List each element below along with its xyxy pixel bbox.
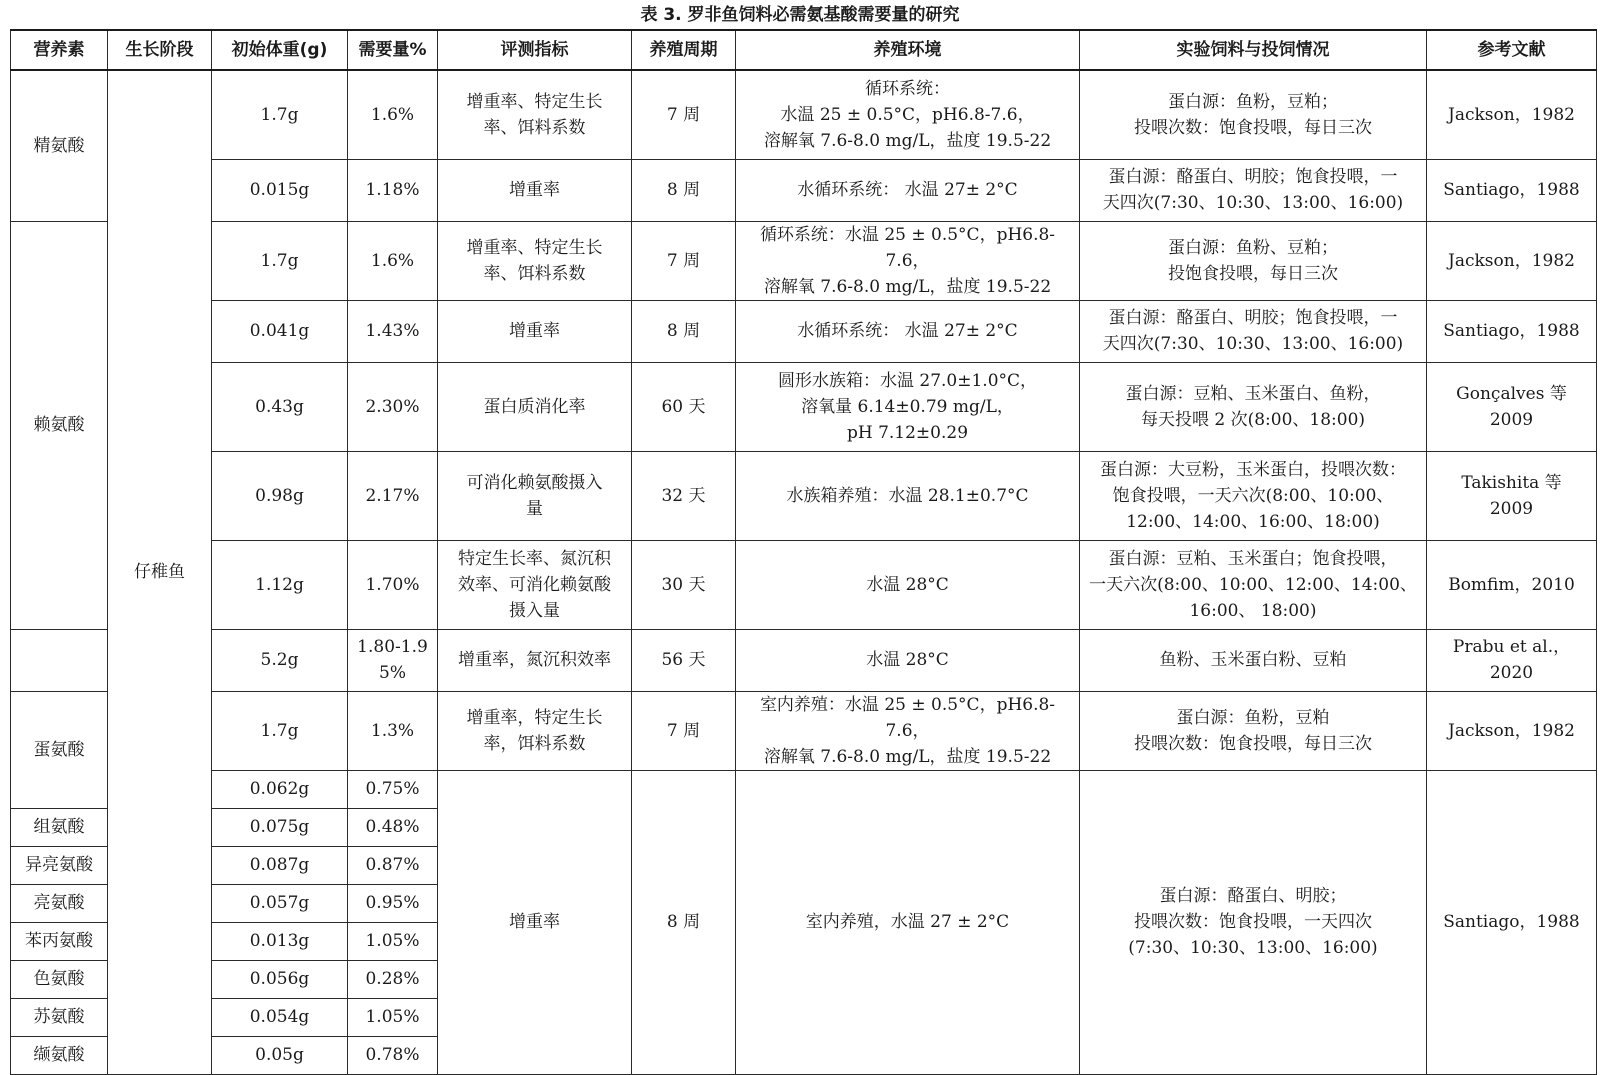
table-row bbox=[11, 70, 1597, 159]
header-period: 养殖周期 bbox=[632, 30, 736, 70]
weight-cell: 0.015g bbox=[212, 159, 348, 221]
weight-cell: 0.05g bbox=[212, 1036, 348, 1074]
table-caption: 表 3. 罗非鱼饲料必需氨基酸需要量的研究 bbox=[640, 5, 960, 25]
reference-cell: Santiago，1988 bbox=[1427, 159, 1597, 221]
amino-acid-table bbox=[10, 29, 1597, 1075]
period-cell: 8 周 bbox=[632, 159, 736, 221]
table-row bbox=[11, 362, 1597, 451]
header-requirement: 需要量% bbox=[348, 30, 438, 70]
feed-cell: 蛋白源：酪蛋白、明胶； 投喂次数：饱食投喂，一天四次 (7:30、10:30、13:00、16:00) bbox=[1080, 770, 1427, 1074]
reference-cell: Santiago，1988 bbox=[1427, 770, 1597, 1074]
nutrient-cell: 色氨酸 bbox=[11, 960, 108, 998]
requirement-cell: 0.28% bbox=[348, 960, 438, 998]
environment-cell: 室内养殖，水温 27 ± 2°C bbox=[736, 770, 1080, 1074]
table-row bbox=[11, 300, 1597, 362]
feed-cell: 蛋白源：大豆粉，玉米蛋白，投喂次数： 饱食投喂，一天六次(8:00、10:00、 12:00、14:00、16:00、18:00) bbox=[1080, 451, 1427, 540]
weight-cell: 0.056g bbox=[212, 960, 348, 998]
reference-cell: Bomfim，2010 bbox=[1427, 540, 1597, 629]
reference-cell: Santiago，1988 bbox=[1427, 300, 1597, 362]
feed-cell: 蛋白源：豆粕、玉米蛋白；饱食投喂， 一天六次(8:00、10:00、12:00、14:00、 16:00、 18:00) bbox=[1080, 540, 1427, 629]
environment-cell: 水循环系统： 水温 27± 2°C bbox=[736, 159, 1080, 221]
environment-cell: 室内养殖：水温 25 ± 0.5°C，pH6.8-7.6， 溶解氧 7.6-8.0 mg/L，盐度 19.5-22 bbox=[736, 691, 1080, 770]
requirement-cell: 0.75% bbox=[348, 770, 438, 808]
header-environment: 养殖环境 bbox=[736, 30, 1080, 70]
requirement-cell: 1.80-1.9 5% bbox=[348, 629, 438, 691]
nutrient-cell-empty bbox=[11, 629, 108, 691]
period-cell: 30 天 bbox=[632, 540, 736, 629]
feed-cell: 蛋白源：鱼粉，豆粕； 投喂次数：饱食投喂，每日三次 bbox=[1080, 70, 1427, 159]
table-row bbox=[11, 540, 1597, 629]
weight-cell: 0.075g bbox=[212, 808, 348, 846]
reference-cell: Jackson，1982 bbox=[1427, 70, 1597, 159]
requirement-cell: 0.95% bbox=[348, 884, 438, 922]
nutrient-cell: 亮氨酸 bbox=[11, 884, 108, 922]
requirement-cell: 1.05% bbox=[348, 922, 438, 960]
weight-cell: 0.062g bbox=[212, 770, 348, 808]
requirement-cell: 1.43% bbox=[348, 300, 438, 362]
weight-cell: 1.12g bbox=[212, 540, 348, 629]
table-row bbox=[11, 691, 1597, 770]
weight-cell: 0.057g bbox=[212, 884, 348, 922]
reference-cell: Jackson，1982 bbox=[1427, 691, 1597, 770]
period-cell: 8 周 bbox=[632, 300, 736, 362]
index-cell: 蛋白质消化率 bbox=[438, 362, 632, 451]
nutrient-cell: 苏氨酸 bbox=[11, 998, 108, 1036]
environment-cell: 水循环系统： 水温 27± 2°C bbox=[736, 300, 1080, 362]
requirement-cell: 0.87% bbox=[348, 846, 438, 884]
table-row bbox=[11, 770, 1597, 808]
stage-cell: 仔稚鱼 bbox=[108, 70, 212, 1074]
index-cell: 增重率 bbox=[438, 770, 632, 1074]
requirement-cell: 2.30% bbox=[348, 362, 438, 451]
weight-cell: 0.013g bbox=[212, 922, 348, 960]
environment-cell: 循环系统：水温 25 ± 0.5°C，pH6.8-7.6， 溶解氧 7.6-8.0 mg/L，盐度 19.5-22 bbox=[736, 221, 1080, 300]
index-cell: 增重率、特定生长 率、饵料系数 bbox=[438, 221, 632, 300]
requirement-cell: 0.78% bbox=[348, 1036, 438, 1074]
header-index: 评测指标 bbox=[438, 30, 632, 70]
period-cell: 56 天 bbox=[632, 629, 736, 691]
requirement-cell: 0.48% bbox=[348, 808, 438, 846]
index-cell: 增重率 bbox=[438, 159, 632, 221]
environment-cell: 循环系统： 水温 25 ± 0.5°C，pH6.8-7.6， 溶解氧 7.6-8.0 mg/L，盐度 19.5-22 bbox=[736, 70, 1080, 159]
header-feed: 实验饲料与投饲情况 bbox=[1080, 30, 1427, 70]
nutrient-cell: 蛋氨酸 bbox=[11, 691, 108, 808]
weight-cell: 0.43g bbox=[212, 362, 348, 451]
nutrient-cell: 缬氨酸 bbox=[11, 1036, 108, 1074]
weight-cell: 1.7g bbox=[212, 691, 348, 770]
nutrient-cell: 赖氨酸 bbox=[11, 221, 108, 629]
period-cell: 7 周 bbox=[632, 70, 736, 159]
table-row bbox=[11, 159, 1597, 221]
requirement-cell: 1.6% bbox=[348, 221, 438, 300]
nutrient-cell: 异亮氨酸 bbox=[11, 846, 108, 884]
header-stage: 生长阶段 bbox=[108, 30, 212, 70]
reference-cell: Gonçalves 等 2009 bbox=[1427, 362, 1597, 451]
environment-cell: 水温 28°C bbox=[736, 629, 1080, 691]
requirement-cell: 1.6% bbox=[348, 70, 438, 159]
feed-cell: 蛋白源：酪蛋白、明胶；饱食投喂，一 天四次(7:30、10:30、13:00、16:00) bbox=[1080, 300, 1427, 362]
environment-cell: 水温 28°C bbox=[736, 540, 1080, 629]
feed-cell: 蛋白源：豆粕、玉米蛋白、鱼粉， 每天投喂 2 次(8:00、18:00) bbox=[1080, 362, 1427, 451]
period-cell: 7 周 bbox=[632, 691, 736, 770]
index-cell: 增重率 bbox=[438, 300, 632, 362]
period-cell: 8 周 bbox=[632, 770, 736, 1074]
reference-cell: Prabu et al.， 2020 bbox=[1427, 629, 1597, 691]
weight-cell: 0.054g bbox=[212, 998, 348, 1036]
index-cell: 增重率、特定生长 率、饵料系数 bbox=[438, 70, 632, 159]
weight-cell: 0.98g bbox=[212, 451, 348, 540]
environment-cell: 水族箱养殖：水温 28.1±0.7°C bbox=[736, 451, 1080, 540]
nutrient-cell: 苯丙氨酸 bbox=[11, 922, 108, 960]
requirement-cell: 2.17% bbox=[348, 451, 438, 540]
requirement-cell: 1.05% bbox=[348, 998, 438, 1036]
weight-cell: 0.041g bbox=[212, 300, 348, 362]
weight-cell: 0.087g bbox=[212, 846, 348, 884]
weight-cell: 1.7g bbox=[212, 221, 348, 300]
feed-cell: 蛋白源：鱼粉、豆粕； 投饱食投喂，每日三次 bbox=[1080, 221, 1427, 300]
header-nutrient: 营养素 bbox=[11, 30, 108, 70]
index-cell: 增重率，特定生长 率，饵料系数 bbox=[438, 691, 632, 770]
table-row bbox=[11, 629, 1597, 691]
requirement-cell: 1.70% bbox=[348, 540, 438, 629]
table-row bbox=[11, 221, 1597, 300]
weight-cell: 1.7g bbox=[212, 70, 348, 159]
reference-cell: Jackson，1982 bbox=[1427, 221, 1597, 300]
header-reference: 参考文献 bbox=[1427, 30, 1597, 70]
period-cell: 7 周 bbox=[632, 221, 736, 300]
table-row bbox=[11, 451, 1597, 540]
index-cell: 可消化赖氨酸摄入 量 bbox=[438, 451, 632, 540]
feed-cell: 蛋白源：酪蛋白、明胶；饱食投喂，一 天四次(7:30、10:30、13:00、16:00) bbox=[1080, 159, 1427, 221]
index-cell: 特定生长率、氮沉积 效率、可消化赖氨酸 摄入量 bbox=[438, 540, 632, 629]
reference-cell: Takishita 等 2009 bbox=[1427, 451, 1597, 540]
feed-cell: 蛋白源：鱼粉，豆粕 投喂次数：饱食投喂，每日三次 bbox=[1080, 691, 1427, 770]
period-cell: 60 天 bbox=[632, 362, 736, 451]
nutrient-cell: 精氨酸 bbox=[11, 70, 108, 221]
header-row bbox=[11, 30, 1597, 70]
requirement-cell: 1.3% bbox=[348, 691, 438, 770]
weight-cell: 5.2g bbox=[212, 629, 348, 691]
index-cell: 增重率，氮沉积效率 bbox=[438, 629, 632, 691]
nutrient-cell: 组氨酸 bbox=[11, 808, 108, 846]
requirement-cell: 1.18% bbox=[348, 159, 438, 221]
header-initial-weight: 初始体重(g) bbox=[212, 30, 348, 70]
environment-cell: 圆形水族箱：水温 27.0±1.0°C， 溶氧量 6.14±0.79 mg/L， pH 7.12±0.29 bbox=[736, 362, 1080, 451]
period-cell: 32 天 bbox=[632, 451, 736, 540]
feed-cell: 鱼粉、玉米蛋白粉、豆粕 bbox=[1080, 629, 1427, 691]
